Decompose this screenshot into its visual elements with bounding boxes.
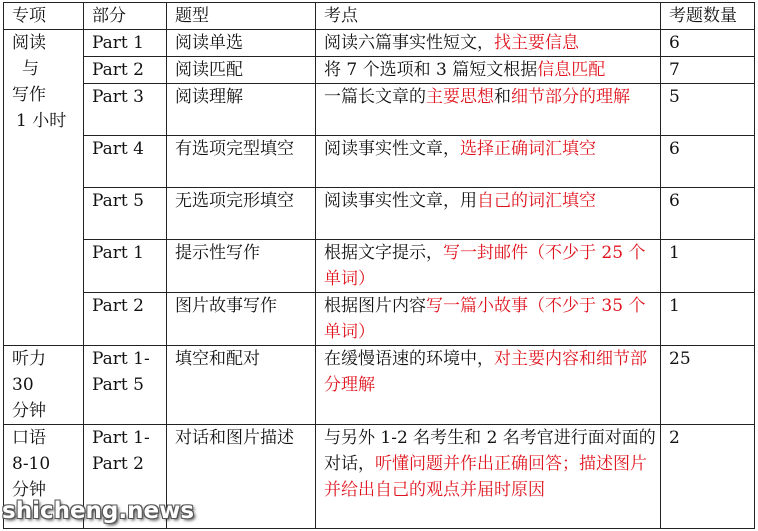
part-cell: Part 3 [84,84,167,136]
type-cell: 有选项完型填空 [167,136,316,188]
point-cell [316,57,661,84]
point-cell [316,188,661,240]
point-text: 阅读六篇事实性短文， [324,33,494,53]
part-cell: Part 1 [84,30,167,57]
count-cell: 6 [661,136,755,188]
type-cell: 无选项完形填空 [167,188,316,240]
count-cell: 6 [661,30,755,57]
type-cell: 对话和图片描述 [167,425,316,529]
header-section: 专项 [4,3,84,30]
section-line: 写作 [12,85,46,105]
header-part: 部分 [84,3,167,30]
point-highlight: 细节部分的理解 [511,87,630,107]
type-cell: 阅读单选 [167,30,316,57]
section-line: 8-10 [12,454,51,474]
table-row [4,136,755,188]
point-highlight: 主要思想 [426,87,494,107]
count-cell: 2 [661,425,755,529]
point-highlight: 写一封邮件（不少于 25 个单词） [324,243,646,289]
section-line: 听力 [12,349,46,369]
point-cell [316,84,661,136]
point-cell [316,240,661,293]
part-cell: Part 2 [84,57,167,84]
header-test-point: 考点 [316,3,661,30]
point-highlight: 选择正确词汇填空 [460,139,596,159]
section-listening [4,346,84,425]
type-cell: 阅读理解 [167,84,316,136]
point-cell [316,136,661,188]
point-cell [316,425,661,529]
count-cell: 1 [661,293,755,346]
point-text: 根据文字提示， [324,243,443,263]
point-text: 一篇长文章的 [324,87,426,107]
table-row [4,293,755,346]
type-cell: 填空和配对 [167,346,316,425]
table-row [4,346,755,425]
site-watermark: shicheng.news [2,498,195,524]
count-cell: 6 [661,188,755,240]
point-text: 阅读事实性文章，用 [324,191,477,211]
point-cell [316,293,661,346]
part-cell: Part 5 [84,188,167,240]
point-text: 根据图片内容 [324,296,426,316]
type-cell: 阅读匹配 [167,57,316,84]
section-line: 分钟 [12,480,46,500]
point-highlight: 找主要信息 [494,33,579,53]
table-header-row [4,3,755,30]
header-question-type: 题型 [167,3,316,30]
count-cell: 25 [661,346,755,425]
section-line: 与 [22,59,39,79]
point-text: 在缓慢语速的环境中， [324,349,494,369]
count-cell: 1 [661,240,755,293]
part-cell: Part 1 [84,240,167,293]
point-text: 与另外 1-2 名考生和 2 名考官进行面对面的对话， [324,428,656,474]
exam-structure-table [3,2,755,529]
header-question-count: 考题数量 [661,3,755,30]
section-line: 30 [12,375,34,395]
part-cell: Part 2 [84,293,167,346]
point-cell [316,30,661,57]
point-cell [316,346,661,425]
point-highlight: 自己的词汇填空 [477,191,596,211]
table-row [4,188,755,240]
part-cell: Part 1-Part 2 [84,425,167,529]
point-highlight: 写一篇小故事（不少于 35 个单词） [324,296,646,342]
table-row [4,30,755,57]
section-line: 阅读 [12,33,46,53]
count-cell: 5 [661,84,755,136]
table-row [4,57,755,84]
section-line: 口语 [12,428,46,448]
count-cell: 7 [661,57,755,84]
table-row [4,240,755,293]
point-text: 和 [494,87,511,107]
part-cell: Part 4 [84,136,167,188]
table-row [4,84,755,136]
section-line: 1 小时 [16,111,67,131]
point-highlight: 信息匹配 [537,60,606,80]
point-highlight: 对主要内容和细节部分理解 [324,349,647,395]
section-reading-writing [4,30,84,346]
point-text: 阅读事实性文章， [324,139,460,159]
point-text: 将 7 个选项和 3 篇短文根据 [324,60,538,80]
type-cell: 提示性写作 [167,240,316,293]
section-line: 分钟 [12,401,46,421]
part-cell: Part 1-Part 5 [84,346,167,425]
point-highlight: 听懂问题并作出正确回答；描述图片并给出自己的观点并届时原因 [324,454,647,500]
type-cell: 图片故事写作 [167,293,316,346]
